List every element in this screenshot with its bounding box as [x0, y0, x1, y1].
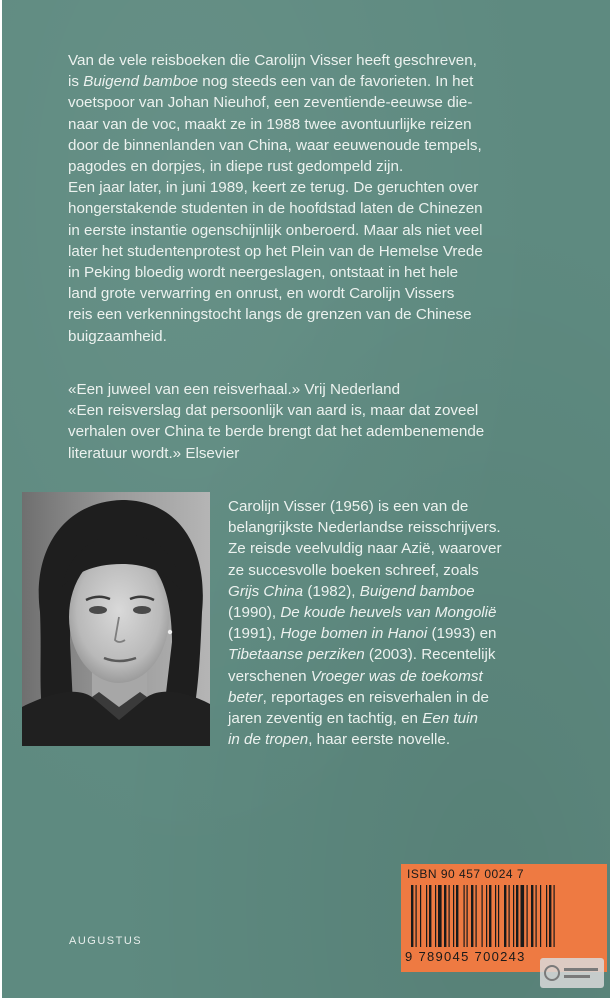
bio-line: Tibetaanse perziken (2003). Recentelijk — [228, 646, 496, 664]
blurb-line: reis een verkenningstocht langs de grenzen van de Chinese — [68, 306, 472, 324]
barcode-bar — [444, 885, 446, 947]
barcode-bar — [416, 885, 417, 947]
blurb-line: pagodes en dorpjes, in diepe rust gedompeld zijn. — [68, 158, 404, 176]
back-cover — [2, 0, 610, 998]
bio-line: in de tropen, haar eerste novelle. — [228, 731, 451, 749]
barcode-bar — [426, 885, 427, 947]
bio-line: Grijs China (1982), Buigend bamboe — [228, 582, 475, 600]
bio-line: ze succesvolle boeken schreef, zoals — [228, 561, 479, 579]
barcode-bar — [509, 885, 510, 947]
press-quote-line: «Een reisverslag dat persoonlijk van aard is, maar dat zoveel — [68, 402, 479, 420]
watermark-logo-icon — [540, 958, 604, 988]
isbn-text: ISBN 90 457 0024 7 — [407, 867, 525, 881]
barcode-bar — [549, 885, 551, 947]
blurb-line: buigzaamheid. — [68, 327, 167, 345]
blurb-line: naar van de voc, maakt ze in 1988 twee avontuurlijke reizen — [68, 115, 472, 133]
press-quote-line: verhalen over China te berde brengt dat het adembenemende — [68, 423, 485, 441]
author-bio — [228, 496, 608, 750]
book-title: in de tropen — [228, 731, 309, 749]
blurb-line: later het studentenprotest op het Plein van de Hemelse Vrede — [68, 242, 483, 260]
barcode-bar — [482, 885, 483, 947]
blurb-line: Van de vele reisboeken die Carolijn Visser heeft geschreven, — [68, 52, 477, 69]
book-title: Een tuin — [422, 710, 478, 728]
barcode-bar — [464, 885, 465, 947]
bio-line: verschenen Vroeger was de toekomst — [228, 667, 483, 685]
blurb-line: in eerste instantie ogenschijnlijk onberoerd. Maar als niet veel — [68, 221, 483, 239]
barcode-bar — [476, 885, 477, 947]
barcode-bars-icon — [409, 885, 599, 947]
book-title: Grijs China — [228, 582, 304, 600]
book-title: Hoge bomen in Hanoi — [280, 625, 428, 643]
blurb-line: is Buigend bamboe nog steeds een van de favorieten. In het — [68, 73, 474, 91]
barcode-bar — [521, 885, 525, 947]
blurb-line: hongerstakende studenten in de hoofdstad laten de Chinezen — [68, 200, 483, 218]
blurb-text — [68, 50, 588, 347]
barcode-bar — [467, 885, 468, 947]
book-title: Vroeger was de toekomst — [310, 667, 483, 685]
book-title: Buigend bamboe — [359, 582, 475, 600]
bio-line: Ze reisde veelvuldig naar Azië, waarover — [228, 540, 502, 558]
barcode-bar — [411, 885, 413, 947]
blurb-line: door de binnenlanden van China, waar eeuwenoude tempels, — [68, 136, 482, 154]
barcode-bar — [546, 885, 547, 947]
barcode-bar — [540, 885, 541, 947]
bio-line: (1990), De koude heuvels van Mongolië — [228, 604, 497, 622]
barcode-bar — [536, 885, 537, 947]
barcode-bar — [531, 885, 533, 947]
barcode-bar — [489, 885, 491, 947]
barcode-bar — [498, 885, 499, 947]
barcode-label — [401, 864, 607, 972]
bio-line: beter, reportages en reisverhalen in de — [228, 688, 489, 706]
bio-line: belangrijkste Nederlandse reisschrijvers. — [228, 519, 501, 537]
bio-line: Carolijn Visser (1956) is een van de — [228, 498, 469, 515]
author-portrait-icon — [22, 492, 210, 746]
barcode-bar — [420, 885, 421, 947]
blurb-line: in Peking bloedig wordt neergeslagen, ontstaat in het hele — [68, 264, 459, 282]
barcode-bar — [554, 885, 555, 947]
author-photo — [22, 492, 210, 746]
barcode-bar — [456, 885, 458, 947]
barcode-bar — [453, 885, 454, 947]
press-quote-line: «Een juweel van een reisverhaal.» Vrij Nederland — [68, 381, 401, 398]
barcode-bar — [449, 885, 450, 947]
bio-line: jaren zeventig en tachtig, en Een tuin — [228, 710, 478, 728]
barcode-bar — [486, 885, 487, 947]
blurb-line: land grote verwarring en onrust, en wordt Carolijn Vissers — [68, 285, 455, 303]
barcode-bar — [504, 885, 506, 947]
book-title: De koude heuvels van Mongolië — [280, 604, 497, 622]
press-quotes — [68, 379, 598, 464]
barcode-bar — [495, 885, 496, 947]
ean-number: 9 789045 700243 — [405, 949, 526, 964]
barcode-bar — [471, 885, 473, 947]
book-title: Buigend bamboe — [83, 73, 199, 91]
book-title: beter — [228, 688, 263, 706]
barcode-bar — [513, 885, 514, 947]
press-quote-line: literatuur wordt.» Elsevier — [68, 444, 240, 462]
blurb-line: voetspoor van Johan Nieuhof, een zeventiende-eeuwse die- — [68, 94, 473, 112]
blurb-line: Een jaar later, in juni 1989, keert ze terug. De geruchten over — [68, 179, 479, 197]
barcode-bar — [429, 885, 431, 947]
publisher-name: AUGUSTUS — [69, 935, 143, 947]
barcode-bar — [435, 885, 436, 947]
book-title: Tibetaanse perziken — [228, 646, 365, 664]
barcode-bar — [438, 885, 442, 947]
barcode-bar — [516, 885, 518, 947]
bio-line: (1991), Hoge bomen in Hanoi (1993) en — [228, 625, 497, 643]
barcode-bar — [527, 885, 528, 947]
